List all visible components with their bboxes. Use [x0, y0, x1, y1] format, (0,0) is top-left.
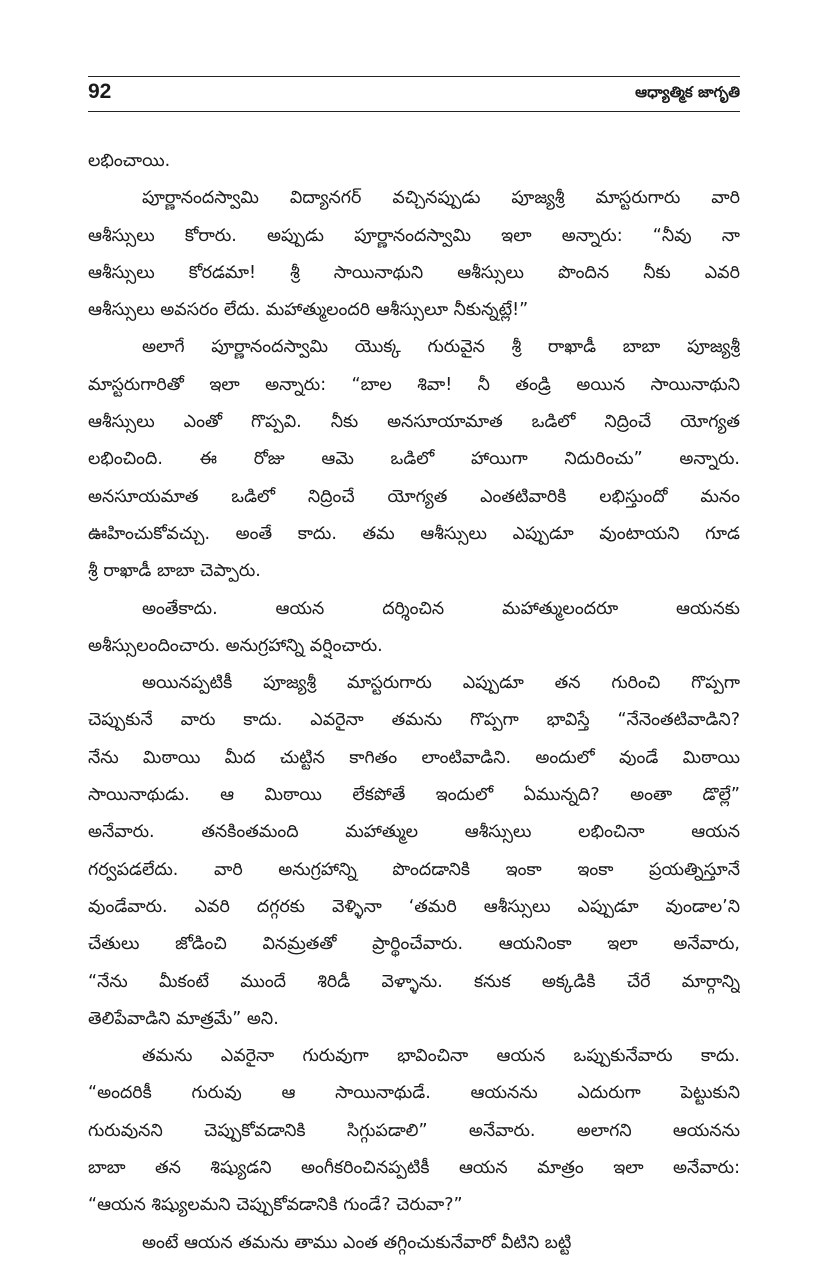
text-line: సాయినాథుడు. ఆ మిఠాయి లేకపోతే ఇందులో ఏమున్నది? అంతా డొల్లే”: [88, 785, 740, 806]
text-line: “అందరికీ గురువు ఆ సాయినాథుడే. ఆయనను ఎదురుగా పెట్టుకుని: [88, 1083, 740, 1104]
text-line: అనేవారు. తనకింతమంది మహాత్ముల ఆశీస్సులు లభించినా ఆయన: [88, 822, 740, 843]
text-line: ఆశీస్సులు కోరడమా! శ్రీ సాయినాథుని ఆశీస్సులు పొందిన నీకు ఎవరి: [88, 262, 740, 283]
running-title: ఆధ్యాత్మిక జాగృతి: [635, 83, 740, 101]
text-line: అనసూయమాత ఒడిలో నిద్రించే యోగ్యత ఎంతటివారికి లభిస్తుందో మనం: [88, 486, 740, 507]
text-line: మాస్టరుగారితో ఇలా అన్నారు: “బాల శివా! నీ తండ్రి అయిన సాయినాథుని: [88, 374, 740, 395]
text-line: వుండేవారు. ఎవరి దగ్గరకు వెళ్ళినా ‘తమరి ఆశీస్సులు ఎప్పుడూ వుండాల’ని: [88, 896, 740, 917]
paragraph: [88, 143, 740, 180]
text-line: తెలిపేవాడిని మాత్రమే” అని.: [88, 1008, 279, 1029]
paragraph: [88, 1225, 740, 1262]
text-line: నేను మిఠాయి మీద చుట్టిన కాగితం లాంటివాడిని. అందులో వుండే మిఠాయి: [88, 747, 740, 768]
text-line: “నేను మీకంటే ముందే శిరిడీ వెళ్ళాను. కనుక అక్కడికి చేరే మార్గాన్ని: [88, 971, 740, 992]
text-line: అశీస్సులందించారు. అనుగ్రహాన్ని వర్షించారు.: [88, 635, 383, 656]
text-line: ఆశీస్సులు అవసరం లేదు. మహాత్ములందరి ఆశీస్సులూ నీకున్నట్లే!”: [88, 300, 529, 321]
text-line: గురువునని చెప్పుకోవడానికి సిగ్గుపడాలి” అనేవారు. అలాగని ఆయనను: [88, 1120, 740, 1141]
text-line: అంతేకాదు. ఆయన దర్శించిన మహాత్ములందరూ ఆయనకు: [142, 598, 740, 619]
text-line: ఊహించుకోవచ్చు. అంతే కాదు. తమ ఆశీస్సులు ఎప్పుడూ వుంటాయని గూడ: [88, 523, 740, 544]
text-line: పూర్ణానందస్వామి విద్యానగర్ వచ్చినప్పుడు పూజ్యశ్రీ మాస్టరుగారు వారి: [142, 188, 740, 209]
body-text: [88, 143, 740, 1262]
paragraph: [88, 1038, 740, 1224]
text-line: చెప్పుకునే వారు కాదు. ఎవరైనా తమను గొప్పగా భావిస్తే “నేనెంతటివాడిని?: [88, 710, 740, 731]
running-header: [88, 76, 740, 112]
text-line: అలాగే పూర్ణానందస్వామి యొక్క గురువైన శ్రీ రాఖాడీ బాబా పూజ్యశ్రీ: [142, 337, 740, 358]
text-line: బాబా తన శిష్యుడని అంగీకరించినప్పటికీ ఆయన మాత్రం ఇలా అనేవారు:: [88, 1158, 740, 1179]
text-line: లభించింది. ఈ రోజు ఆమె ఒడిలో హాయిగా నిదురించు” అన్నారు.: [88, 449, 740, 470]
text-line: చేతులు జోడించి వినమ్రతతో ప్రార్థించేవారు. ఆయనింకా ఇలా అనేవారు,: [88, 934, 740, 955]
paragraph: [88, 180, 740, 329]
paragraph: [88, 329, 740, 590]
paragraph: [88, 591, 740, 666]
text-line: శ్రీ రాఖాడీ బాబా చెప్పారు.: [88, 561, 261, 582]
text-line: ఆశీస్సులు ఎంతో గొప్పవి. నీకు అనసూయామాత ఒడిలో నిద్రించే యోగ్యత: [88, 412, 740, 433]
text-line: లభించాయి.: [88, 151, 171, 171]
text-line: ఆశీస్సులు కోరారు. అప్పుడు పూర్ణానందస్వామి ఇలా అన్నారు: “నీవు నా: [88, 225, 740, 246]
paragraph: [88, 665, 740, 1038]
text-line: గర్వపడలేదు. వారి అనుగ్రహాన్ని పొందడానికి ఇంకా ఇంకా ప్రయత్నిస్తూనే: [88, 859, 740, 880]
text-line: అంటే ఆయన తమను తాము ఎంత తగ్గించుకునేవారో వీటిని బట్టి: [142, 1232, 572, 1253]
page-number: 92: [88, 80, 112, 103]
text-line: “ఆయన శిష్యులమని చెప్పుకోవడానికి గుండే? చెరువా?”: [88, 1195, 463, 1216]
text-line: తమను ఎవరైనా గురువుగా భావించినా ఆయన ఒప్పుకునేవారు కాదు.: [142, 1046, 740, 1067]
text-line: అయినప్పటికీ పూజ్యశ్రీ మాస్టరుగారు ఎప్పుడూ తన గురించి గొప్పగా: [142, 673, 740, 694]
